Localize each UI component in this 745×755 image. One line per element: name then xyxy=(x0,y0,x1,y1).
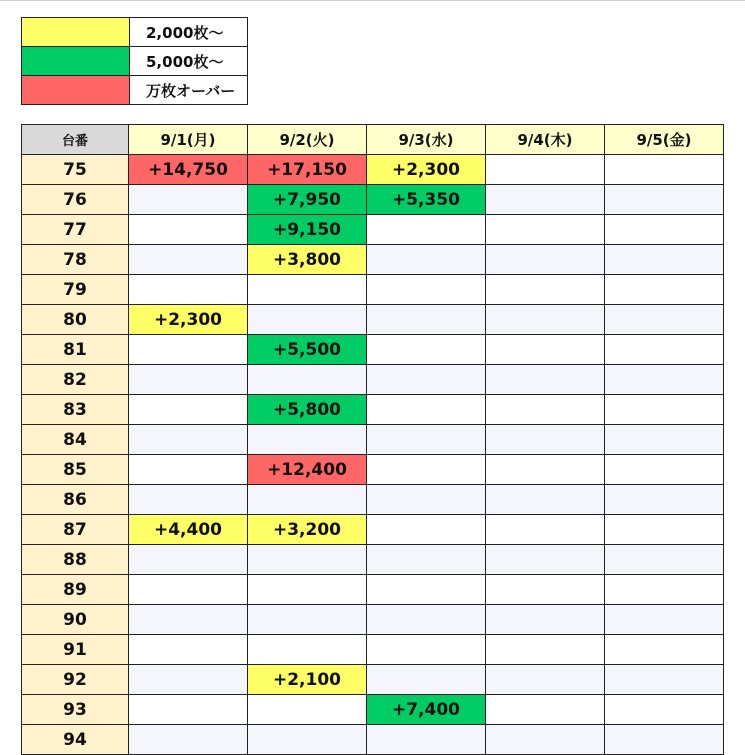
result-cell: +7,950 xyxy=(248,185,367,215)
legend-swatch xyxy=(22,76,130,105)
result-cell xyxy=(129,485,248,515)
result-cell xyxy=(605,215,724,245)
result-cell: +5,800 xyxy=(248,395,367,425)
legend-row xyxy=(22,47,248,76)
result-cell: +3,200 xyxy=(248,515,367,545)
result-cell xyxy=(367,245,486,275)
result-cell xyxy=(248,695,367,725)
result-cell xyxy=(486,545,605,575)
result-cell xyxy=(367,335,486,365)
legend-swatch xyxy=(22,18,130,47)
result-cell xyxy=(129,185,248,215)
result-cell: +2,100 xyxy=(248,665,367,695)
result-cell xyxy=(605,335,724,365)
machine-results-table xyxy=(21,124,724,755)
result-cell xyxy=(129,545,248,575)
result-cell xyxy=(605,575,724,605)
table-row xyxy=(22,635,724,665)
top-divider xyxy=(0,0,745,1)
result-cell xyxy=(605,425,724,455)
result-cell xyxy=(129,635,248,665)
machine-number-cell: 86 xyxy=(22,485,129,515)
result-cell xyxy=(486,515,605,545)
table-row xyxy=(22,215,724,245)
result-cell xyxy=(605,275,724,305)
table-header-row xyxy=(22,125,724,155)
result-cell xyxy=(248,365,367,395)
table-row xyxy=(22,365,724,395)
machine-number-cell: 77 xyxy=(22,215,129,245)
result-cell xyxy=(605,395,724,425)
result-cell xyxy=(605,245,724,275)
result-cell xyxy=(486,575,605,605)
machine-number-cell: 90 xyxy=(22,605,129,635)
result-cell: +3,800 xyxy=(248,245,367,275)
result-cell xyxy=(605,155,724,185)
date-header: 9/4(木) xyxy=(486,125,605,155)
result-cell xyxy=(605,635,724,665)
result-cell xyxy=(605,455,724,485)
result-cell xyxy=(129,725,248,755)
result-cell: +12,400 xyxy=(248,455,367,485)
result-cell xyxy=(367,425,486,455)
machine-number-cell: 78 xyxy=(22,245,129,275)
date-header: 9/3(水) xyxy=(367,125,486,155)
result-cell xyxy=(248,575,367,605)
result-cell xyxy=(605,185,724,215)
result-cell: +14,750 xyxy=(129,155,248,185)
result-cell: +9,150 xyxy=(248,215,367,245)
result-cell xyxy=(129,575,248,605)
result-cell xyxy=(486,665,605,695)
table-row xyxy=(22,185,724,215)
result-cell xyxy=(129,365,248,395)
result-cell: +7,400 xyxy=(367,695,486,725)
table-row xyxy=(22,155,724,185)
result-cell xyxy=(248,275,367,305)
result-cell xyxy=(129,455,248,485)
result-cell xyxy=(486,485,605,515)
result-cell: +5,350 xyxy=(367,185,486,215)
result-cell: +5,500 xyxy=(248,335,367,365)
date-header: 9/5(金) xyxy=(605,125,724,155)
result-cell xyxy=(486,275,605,305)
result-cell xyxy=(129,245,248,275)
result-cell xyxy=(486,185,605,215)
machine-number-cell: 84 xyxy=(22,425,129,455)
result-cell xyxy=(248,605,367,635)
result-cell xyxy=(367,665,486,695)
result-cell xyxy=(367,725,486,755)
result-cell xyxy=(605,365,724,395)
result-cell xyxy=(129,335,248,365)
machine-number-cell: 87 xyxy=(22,515,129,545)
result-cell xyxy=(129,665,248,695)
result-cell xyxy=(367,395,486,425)
result-cell xyxy=(605,545,724,575)
result-cell xyxy=(367,455,486,485)
table-row xyxy=(22,695,724,725)
result-cell xyxy=(605,485,724,515)
result-cell xyxy=(605,695,724,725)
machine-number-cell: 79 xyxy=(22,275,129,305)
date-header: 9/2(火) xyxy=(248,125,367,155)
result-cell xyxy=(129,395,248,425)
result-cell xyxy=(367,305,486,335)
table-row xyxy=(22,455,724,485)
table-row xyxy=(22,665,724,695)
result-cell xyxy=(248,635,367,665)
machine-number-cell: 92 xyxy=(22,665,129,695)
machine-number-cell: 83 xyxy=(22,395,129,425)
machine-number-cell: 93 xyxy=(22,695,129,725)
table-row xyxy=(22,275,724,305)
result-cell xyxy=(367,575,486,605)
legend-label: 2,000枚～ xyxy=(130,18,248,47)
result-cell xyxy=(486,635,605,665)
result-cell xyxy=(486,245,605,275)
table-row xyxy=(22,305,724,335)
result-cell xyxy=(367,215,486,245)
color-legend xyxy=(21,17,248,105)
result-cell xyxy=(129,425,248,455)
legend-row xyxy=(22,18,248,47)
result-cell xyxy=(248,305,367,335)
table-row xyxy=(22,425,724,455)
result-cell xyxy=(367,485,486,515)
table-row xyxy=(22,485,724,515)
legend-swatch xyxy=(22,47,130,76)
result-cell xyxy=(367,365,486,395)
result-cell xyxy=(129,275,248,305)
result-cell xyxy=(486,605,605,635)
result-cell xyxy=(605,725,724,755)
table-row xyxy=(22,395,724,425)
result-cell xyxy=(248,425,367,455)
result-cell xyxy=(486,305,605,335)
result-cell: +2,300 xyxy=(367,155,486,185)
table-row xyxy=(22,245,724,275)
machine-number-header: 台番 xyxy=(22,125,129,155)
result-cell xyxy=(486,455,605,485)
table-row xyxy=(22,725,724,755)
date-header: 9/1(月) xyxy=(129,125,248,155)
result-cell xyxy=(605,515,724,545)
machine-number-cell: 80 xyxy=(22,305,129,335)
result-cell xyxy=(486,425,605,455)
result-cell xyxy=(129,215,248,245)
legend-row xyxy=(22,76,248,105)
machine-number-cell: 85 xyxy=(22,455,129,485)
result-cell xyxy=(486,155,605,185)
result-cell xyxy=(486,215,605,245)
result-cell: +4,400 xyxy=(129,515,248,545)
machine-number-cell: 81 xyxy=(22,335,129,365)
legend-label: 万枚オーバー xyxy=(130,76,248,105)
machine-number-cell: 94 xyxy=(22,725,129,755)
result-cell xyxy=(367,545,486,575)
result-cell xyxy=(129,605,248,635)
result-cell xyxy=(605,605,724,635)
legend-label: 5,000枚～ xyxy=(130,47,248,76)
result-cell xyxy=(367,605,486,635)
machine-number-cell: 89 xyxy=(22,575,129,605)
result-cell xyxy=(486,395,605,425)
result-cell xyxy=(129,695,248,725)
result-cell: +2,300 xyxy=(129,305,248,335)
result-cell: +17,150 xyxy=(248,155,367,185)
result-cell xyxy=(248,485,367,515)
machine-number-cell: 76 xyxy=(22,185,129,215)
table-row xyxy=(22,335,724,365)
result-cell xyxy=(367,635,486,665)
table-row xyxy=(22,545,724,575)
result-cell xyxy=(486,365,605,395)
result-cell xyxy=(486,725,605,755)
machine-number-cell: 91 xyxy=(22,635,129,665)
result-cell xyxy=(248,725,367,755)
table-row xyxy=(22,605,724,635)
result-cell xyxy=(367,515,486,545)
machine-number-cell: 88 xyxy=(22,545,129,575)
result-cell xyxy=(605,305,724,335)
machine-number-cell: 82 xyxy=(22,365,129,395)
machine-number-cell: 75 xyxy=(22,155,129,185)
result-cell xyxy=(367,275,486,305)
table-row xyxy=(22,515,724,545)
result-cell xyxy=(605,665,724,695)
result-cell xyxy=(486,335,605,365)
result-cell xyxy=(248,545,367,575)
result-cell xyxy=(486,695,605,725)
table-row xyxy=(22,575,724,605)
